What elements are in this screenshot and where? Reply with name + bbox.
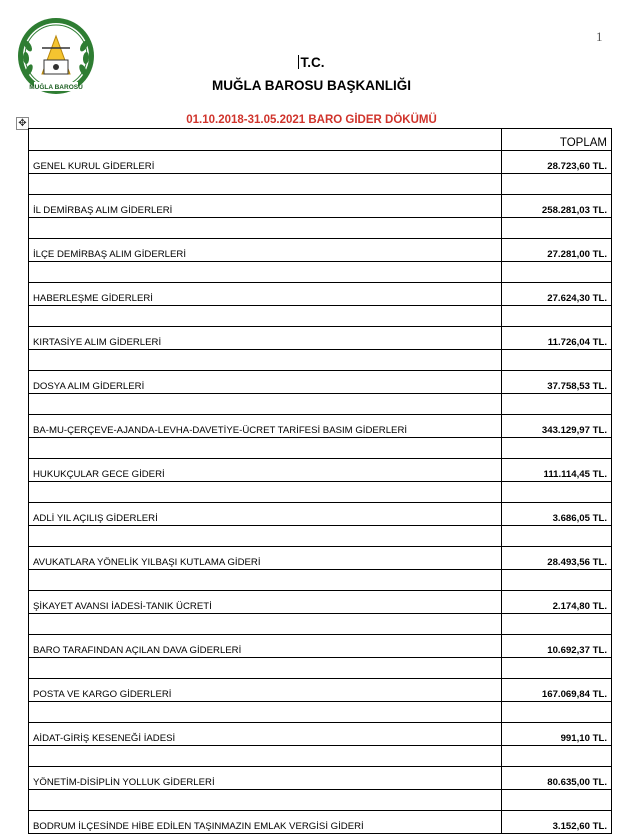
spacer-row (29, 350, 612, 371)
expense-label: BA-MU-ÇERÇEVE-AJANDA-LEVHA-DAVETİYE-ÜCRET TARİFESİ BASIM GİDERLERİ (29, 415, 502, 438)
expense-label: ADLİ YIL AÇILIŞ GİDERLERİ (29, 503, 502, 526)
table-row (29, 503, 612, 526)
expense-label: AİDAT-GİRİŞ KESENEĞİ İADESİ (29, 723, 502, 746)
spacer-cell (502, 482, 612, 503)
expense-label: BARO TARAFINDAN AÇILAN DAVA GİDERLERİ (29, 635, 502, 658)
spacer-cell (29, 394, 502, 415)
spacer-cell (502, 790, 612, 811)
expense-amount: 111.114,45 TL. (502, 459, 612, 482)
spacer-cell (29, 570, 502, 591)
expense-table (28, 128, 612, 834)
table-row (29, 591, 612, 614)
spacer-cell (29, 174, 502, 195)
table-row (29, 723, 612, 746)
spacer-row (29, 394, 612, 415)
spacer-cell (29, 746, 502, 767)
table-row (29, 151, 612, 174)
spacer-cell (29, 790, 502, 811)
expense-label: KIRTASİYE ALIM GİDERLERİ (29, 327, 502, 350)
header-line1-text: T.C. (300, 55, 325, 70)
spacer-row (29, 174, 612, 195)
table-row (29, 811, 612, 834)
expense-label: İL DEMİRBAŞ ALIM GİDERLERİ (29, 195, 502, 218)
expense-amount: 28.723,60 TL. (502, 151, 612, 174)
spacer-cell (29, 262, 502, 283)
expense-amount: 37.758,53 TL. (502, 371, 612, 394)
spacer-cell (29, 526, 502, 547)
logo-lettering: MUĞLA BAROSU (29, 84, 83, 91)
spacer-cell (29, 306, 502, 327)
expense-amount: 27.281,00 TL. (502, 239, 612, 262)
page-number: 1 (596, 29, 603, 44)
spacer-cell (29, 350, 502, 371)
spacer-cell (502, 570, 612, 591)
table-row (29, 767, 612, 790)
table-row (29, 547, 612, 570)
expense-amount: 80.635,00 TL. (502, 767, 612, 790)
spacer-row (29, 526, 612, 547)
spacer-row (29, 746, 612, 767)
spacer-row (29, 482, 612, 503)
expense-label: POSTA VE KARGO GİDERLERİ (29, 679, 502, 702)
expense-label: İLÇE DEMİRBAŞ ALIM GİDERLERİ (29, 239, 502, 262)
table-row (29, 327, 612, 350)
spacer-cell (502, 658, 612, 679)
spacer-row (29, 570, 612, 591)
expense-amount: 991,10 TL. (502, 723, 612, 746)
report-subtitle: 01.10.2018-31.05.2021 BARO GİDER DÖKÜMÜ (186, 114, 437, 126)
spacer-row (29, 658, 612, 679)
table-row (29, 239, 612, 262)
expense-label: GENEL KURUL GİDERLERİ (29, 151, 502, 174)
table-row (29, 195, 612, 218)
expense-label: ŞİKAYET AVANSI İADESİ-TANIK ÜCRETİ (29, 591, 502, 614)
spacer-cell (502, 614, 612, 635)
expense-amount: 3.152,60 TL. (502, 811, 612, 834)
expense-label: DOSYA ALIM GİDERLERİ (29, 371, 502, 394)
spacer-row (29, 306, 612, 327)
spacer-cell (29, 438, 502, 459)
spacer-cell (502, 218, 612, 239)
spacer-cell (29, 482, 502, 503)
table-move-handle-icon[interactable]: ✥ (16, 117, 29, 130)
spacer-cell (502, 394, 612, 415)
total-header: TOPLAM (502, 129, 612, 151)
spacer-cell (502, 526, 612, 547)
spacer-cell (502, 350, 612, 371)
expense-label: HUKUKÇULAR GECE GİDERİ (29, 459, 502, 482)
expense-label: AVUKATLARA YÖNELİK YILBAŞI KUTLAMA GİDERİ (29, 547, 502, 570)
header-line1 (0, 55, 623, 70)
spacer-cell (502, 438, 612, 459)
expense-amount: 167.069,84 TL. (502, 679, 612, 702)
spacer-row (29, 262, 612, 283)
table-row (29, 415, 612, 438)
expense-amount: 3.686,05 TL. (502, 503, 612, 526)
expense-amount: 258.281,03 TL. (502, 195, 612, 218)
expense-amount: 11.726,04 TL. (502, 327, 612, 350)
spacer-cell (29, 614, 502, 635)
spacer-cell (29, 218, 502, 239)
table-row (29, 679, 612, 702)
spacer-cell (29, 658, 502, 679)
expense-amount: 343.129,97 TL. (502, 415, 612, 438)
spacer-cell (502, 746, 612, 767)
spacer-row (29, 702, 612, 723)
table-row (29, 459, 612, 482)
spacer-cell (502, 306, 612, 327)
spacer-row (29, 218, 612, 239)
spacer-row (29, 790, 612, 811)
table-header-row (29, 129, 612, 151)
expense-label: HABERLEŞME GİDERLERİ (29, 283, 502, 306)
table-row (29, 283, 612, 306)
table-row (29, 371, 612, 394)
spacer-cell (29, 702, 502, 723)
expense-label: YÖNETİM-DİSİPLİN YOLLUK GİDERLERİ (29, 767, 502, 790)
spacer-row (29, 438, 612, 459)
expense-amount: 28.493,56 TL. (502, 547, 612, 570)
header-label-cell (29, 129, 502, 151)
header-line2: MUĞLA BAROSU BAŞKANLIĞI (212, 78, 411, 93)
expense-label: BODRUM İLÇESİNDE HİBE EDİLEN TAŞINMAZIN EMLAK VERGİSİ GİDERİ (29, 811, 502, 834)
table-row (29, 635, 612, 658)
expense-amount: 2.174,80 TL. (502, 591, 612, 614)
spacer-row (29, 614, 612, 635)
spacer-cell (502, 262, 612, 283)
spacer-cell (502, 702, 612, 723)
spacer-cell (502, 174, 612, 195)
expense-amount: 27.624,30 TL. (502, 283, 612, 306)
expense-amount: 10.692,37 TL. (502, 635, 612, 658)
